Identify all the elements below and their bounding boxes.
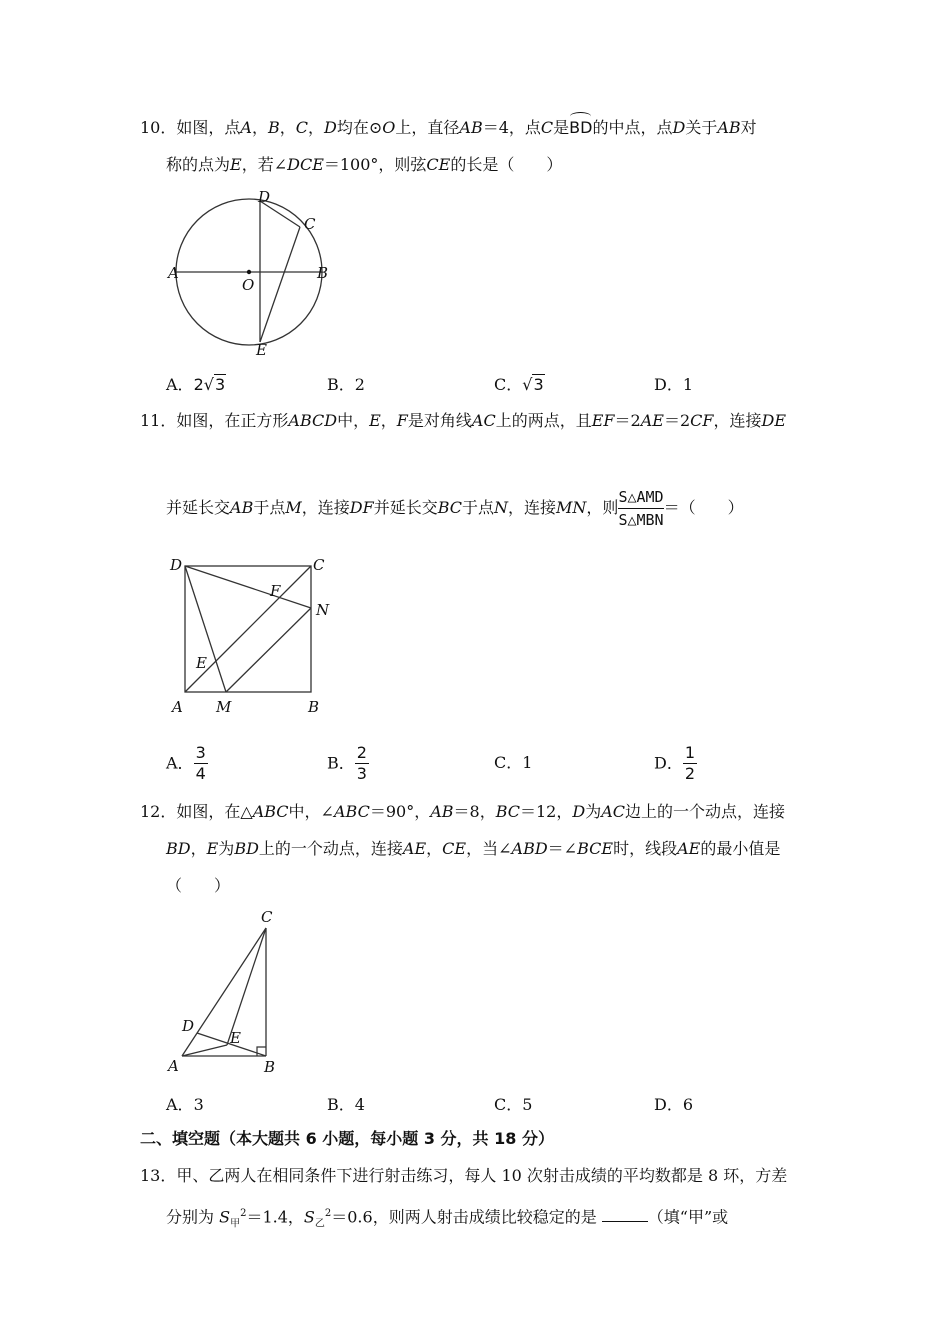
q12-triangle-figure xyxy=(160,905,290,1075)
arc-bd: BD xyxy=(569,118,593,137)
label-b: B xyxy=(308,698,320,716)
segment-dm xyxy=(185,566,226,692)
label-a: A xyxy=(168,264,179,282)
q13-line2: 分别为 $S_甲^2=1.4$，$S_乙^2=0.6$，则两人射击成绩比较稳定的是 （填“甲”或 xyxy=(166,1207,729,1230)
label-e: E xyxy=(196,654,207,672)
label-b: B xyxy=(317,264,329,282)
q12-line1: 12．如图，在△ABC中，∠ABC＝90°，AB＝8，BC＝12，D为AC边上的一个动点，连接 xyxy=(140,802,786,821)
segment-mn xyxy=(226,608,311,692)
q11-option-c[interactable]: C．1 xyxy=(494,753,533,772)
diagonal-ac xyxy=(185,566,311,692)
q10-option-b[interactable]: B．2 xyxy=(327,375,365,394)
q12-option-b[interactable]: B．4 xyxy=(327,1095,365,1114)
segment-ce xyxy=(227,928,266,1045)
area-ratio-fraction: $\frac{\text{S△AMD}}{\text{S△MBN}}$ xyxy=(618,488,664,529)
q12-option-a[interactable]: A．3 xyxy=(166,1095,204,1114)
label-c: C xyxy=(313,556,325,574)
label-m: M xyxy=(216,698,232,716)
label-c: C xyxy=(261,908,273,926)
label-e: E xyxy=(230,1029,241,1047)
q11-option-d[interactable]: D． $\frac{1}{2}$ xyxy=(654,743,696,783)
q12-option-c[interactable]: C．5 xyxy=(494,1095,533,1114)
q11-option-a[interactable]: A． $\frac{3}{4}$ xyxy=(166,743,206,783)
q12-option-d[interactable]: D．6 xyxy=(654,1095,694,1114)
q12-line2: BD，E为BD上的一个动点，连接AE，CE，当∠ABD＝∠BCE时，线段AE的最小值是 xyxy=(166,839,781,858)
label-d: D xyxy=(170,556,183,574)
q13-line1: 13．甲、乙两人在相同条件下进行射击练习，每人 10 次射击成绩的平均数都是 8 环，方差 xyxy=(140,1166,788,1185)
q11-square-figure xyxy=(160,552,350,722)
q10-line2: 称的点为E，若∠DCE＝100°，则弦CE的长是（ ） xyxy=(166,155,563,174)
label-a: A xyxy=(172,698,183,716)
answer-blank[interactable] xyxy=(602,1207,648,1222)
q10-option-d[interactable]: D．1 xyxy=(654,375,694,394)
label-f: F xyxy=(270,582,281,600)
q10-option-a[interactable]: A．2√3 xyxy=(166,375,226,394)
q10-line1: 10．如图，点A，B，C，D均在⊙O上，直径AB＝4，点C是BD的中点，点D关于AB对 xyxy=(140,118,757,137)
q12-line3: （ ） xyxy=(166,876,231,895)
label-a: A xyxy=(168,1057,179,1075)
label-c: C xyxy=(304,215,316,233)
q11-line2: 并延长交AB于点M，连接DF并延长交BC于点N，连接MN，则 $\frac{\text{S△AMD}}{\text{S△MBN}}$ ＝（ ） xyxy=(166,488,744,529)
label-b: B xyxy=(264,1058,276,1075)
center-dot xyxy=(247,270,251,274)
chord-ce xyxy=(260,227,300,342)
label-d: D xyxy=(258,188,271,206)
q10-circle-figure xyxy=(160,185,340,365)
side-ac xyxy=(182,928,266,1056)
label-n: N xyxy=(316,601,330,619)
section-heading-fill-in: 二、填空题（本大题共 6 小题，每小题 3 分，共 18 分） xyxy=(140,1129,554,1148)
label-d: D xyxy=(182,1017,195,1035)
segment-dn xyxy=(185,566,311,608)
label-o: O xyxy=(242,276,255,294)
label-e: E xyxy=(256,341,267,359)
q11-line1: 11．如图，在正方形ABCD中，E，F是对角线AC上的两点，且EF＝2AE＝2CF，连接DE xyxy=(140,411,786,430)
q11-option-b[interactable]: B． $\frac{2}{3}$ xyxy=(327,743,367,783)
q10-option-c[interactable]: C．√3 xyxy=(494,375,544,394)
